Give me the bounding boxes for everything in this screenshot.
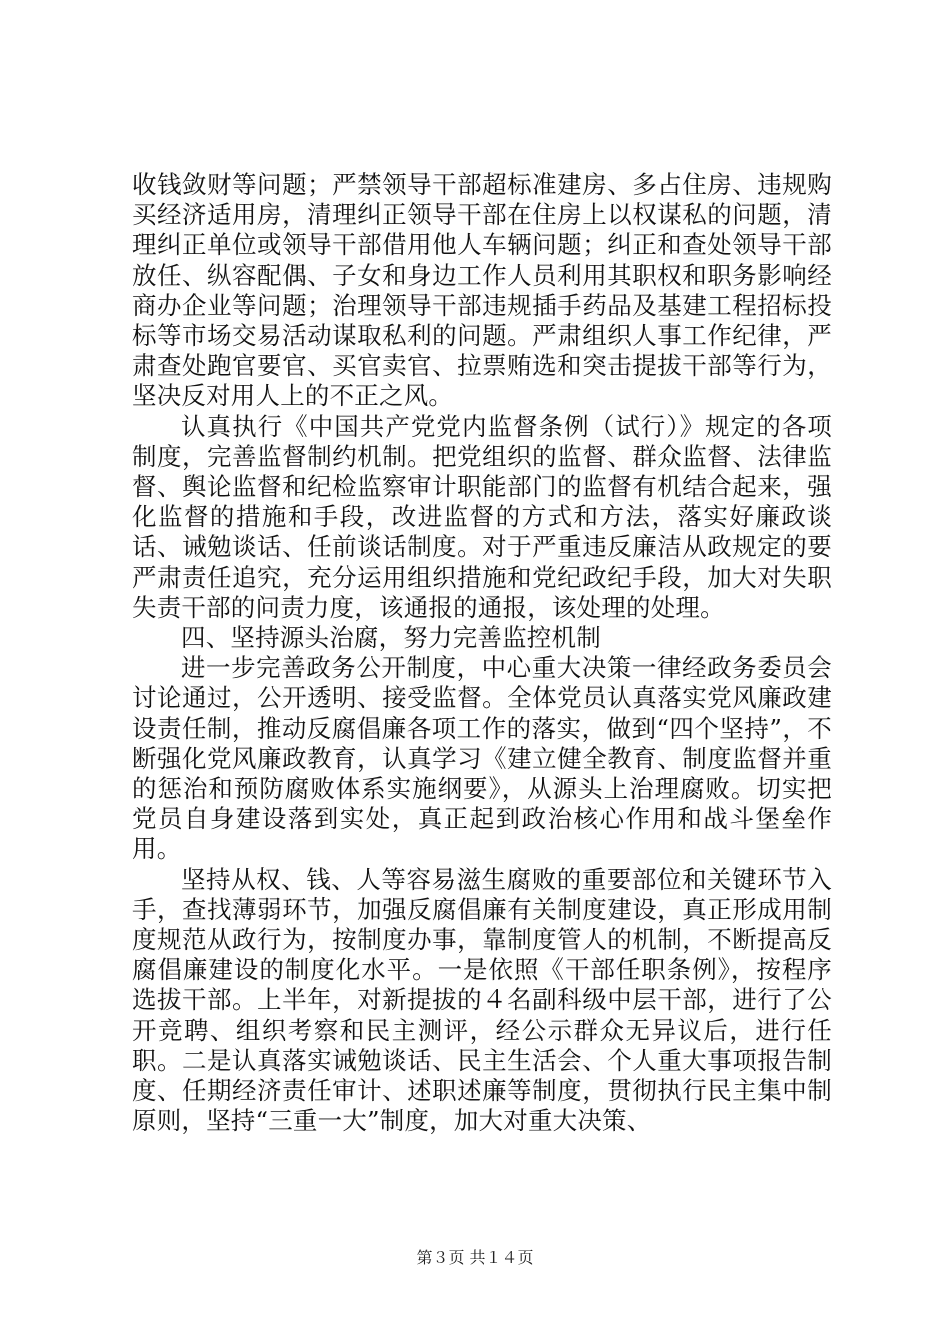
page-footer: 第３页 共１４页 <box>416 1248 534 1267</box>
paragraph-supervision-regulations: 认真执行《中国共产党党内监督条例（试行）》规定的各项制度，完善监督制约机制。把党组织的监督、群众监督、法律监督、舆论监督和纪检监察审计职能部门的监督有机结合起来，强化监督的措施和手段，改进监督的方式和方法，落实好廉政谈话、诫勉谈话、任前谈话制度。对于严重违反廉洁从政规定的要严肃责任追究，充分运用组织措施和党纪政纪手段，加大对失职失责干部的问责力度，该通报的通报，该处理的处理。 <box>132 411 832 622</box>
paragraph-government-affairs-disclosure: 进一步完善政务公开制度，中心重大决策一律经政务委员会讨论通过，公开透明、接受监督。全体党员认真落实党风廉政建设责任制，推动反腐倡廉各项工作的落实，做到“四个坚持”，不断强化党风廉政教育，认真学习《建立健全教育、制度监督并重的惩治和预防腐败体系实施纲要》，从源头上治理腐败。切实把党员自身建设落到实处，真正起到政治核心作用和战斗堡垒作用。 <box>132 653 832 864</box>
document-body <box>132 170 832 1137</box>
section-heading-four: 四、坚持源头治腐，努力完善监控机制 <box>181 623 601 653</box>
paragraph-continuation: 收钱敛财等问题；严禁领导干部超标准建房、多占住房、违规购买经济适用房，清理纠正领导干部在住房上以权谋私的问题，清理纠正单位或领导干部借用他人车辆问题；纠正和查处领导干部放任、纵容配偶、子女和身边工作人员利用其职权和职务影响经商办企业等问题；治理领导干部违规插手药品及基建工程招标投标等市场交易活动谋取私利的问题。严肃组织人事工作纪律，严肃查处跑官要官、买官卖官、拉票贿选和突击提拔干部等行为，坚决反对用人上的不正之风。 <box>132 170 832 411</box>
paragraph-key-links-system-building: 坚持从权、钱、人等容易滋生腐败的重要部位和关键环节入手，查找薄弱环节，加强反腐倡廉有关制度建设，真正形成用制度规范从政行为，按制度办事，靠制度管人的机制，不断提高反腐倡廉建设的制度化水平。一是依照《干部任职条例》，按程序选拔干部。上半年，对新提拔的４名副科级中层干部，进行了公开竞聘、组织考察和民主测评，经公示群众无异议后，进行任职。二是认真落实诫勉谈话、民主生活会、个人重大事项报告制度、任期经济责任审计、述职述廉等制度，贯彻执行民主集中制原则，坚持“三重一大”制度，加大对重大决策、 <box>132 864 832 1136</box>
